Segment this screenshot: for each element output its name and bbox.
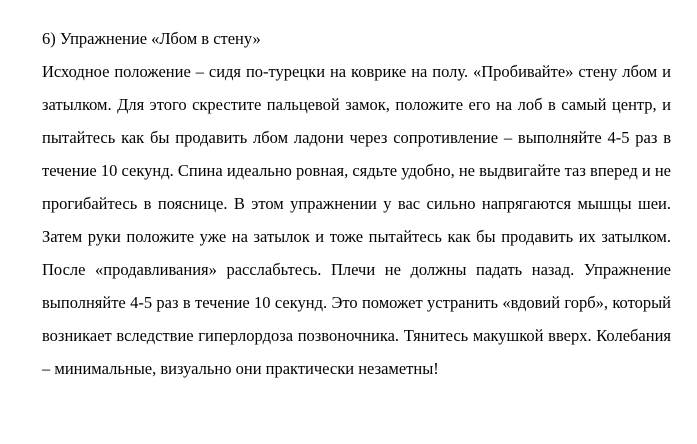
exercise-description: Исходное положение – сидя по-турецки на коврике на полу. «Пробивайте» стену лбом и затылком. Для этого скрестите пальцевой замок, положите его на лоб в самый центр, и пытайтесь как бы продавить лбом ладони через сопротивление – выполняйте 4-5 раз в течение 10 секунд. Спина идеально ровная, сядьте удобно, не выдвигайте таз вперед и не прогибайтесь в пояснице. В этом упражнении у вас сильно напрягаются мышцы шеи. Затем руки положите уже на затылок и тоже пытайтесь как бы продавить их затылком. После «продавливания» расслабьтесь. Плечи не должны падать назад. Упражнение выполняйте 4-5 раз в течение 10 секунд. Это поможет устранить «вдовий горб», который возникает вследствие гиперлордоза позвоночника. Тянитесь макушкой вверх. Колебания – минимальные, визуально они практически незаметны! xyxy=(42,62,671,378)
exercise-heading: 6) Упражнение «Лбом в стену» xyxy=(42,29,261,48)
